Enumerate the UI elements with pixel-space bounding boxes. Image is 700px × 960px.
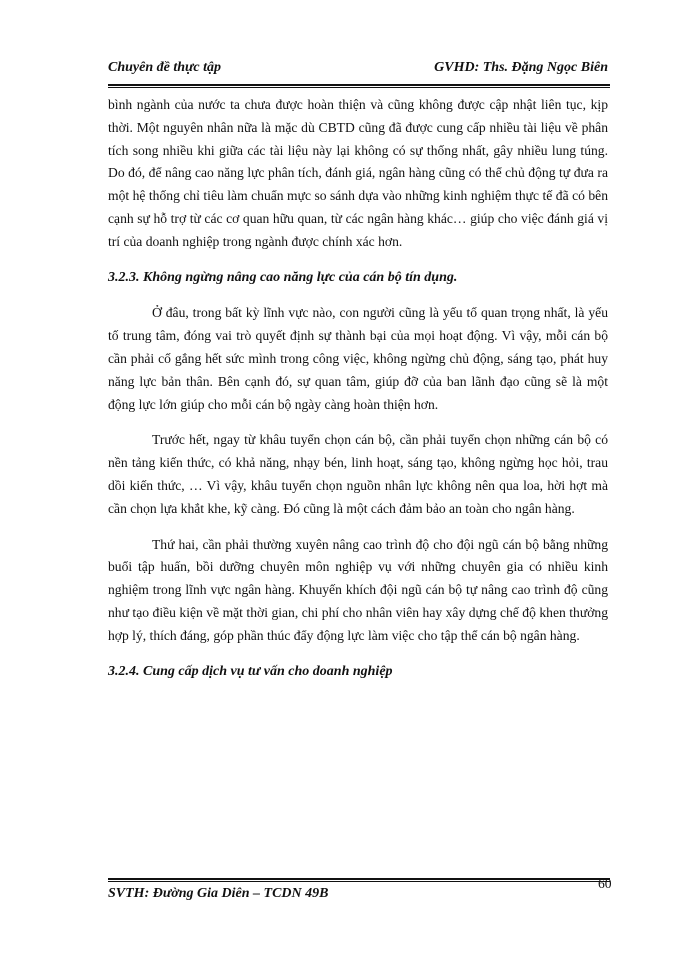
section-heading-3-2-4: 3.2.4. Cung cấp dịch vụ tư vấn cho doanh nghiệp xyxy=(108,663,393,679)
header-course-title: Chuyên đề thực tập xyxy=(108,60,222,75)
page-number: 60 xyxy=(598,876,612,891)
document-body xyxy=(108,94,608,683)
header-divider-thin xyxy=(108,87,610,88)
footer-divider xyxy=(108,878,610,880)
footer-divider-thin xyxy=(108,881,610,882)
paragraph-intro: bình ngành của nước ta chưa được hoàn thiện và cũng không được cập nhật liên tục, kịp thời. Một nguyên nhân nữa là mặc dù CBTD cũng đã được cung cấp nhiều tài liệu về phân tích song nhiều khi giữa các tài liệu này lại không có sự thống nhất, gây nhiều lung túng. Do đó, để nâng cao năng lực phân tích, đánh giá, ngân hàng cũng có thể chủ động tự đưa ra một hệ thống chỉ tiêu làm chuẩn mực so sánh dựa vào những kinh nghiệm thực tế đã có bên cạnh sự hỗ trợ từ các cơ quan hữu quan, từ các ngân hàng khác… giúp cho việc đánh giá vị trí của doanh nghiệp trong ngành được chính xác hơn. xyxy=(108,97,608,249)
page-header xyxy=(108,60,610,82)
paragraph-recruitment: Trước hết, ngay từ khâu tuyển chọn cán bộ, cần phải tuyển chọn những cán bộ có nền tảng kiến thức, có khả năng, nhạy bén, linh hoạt, sáng tạo, không ngừng học hỏi, trau dồi kiến thức, … Vì vậy, khâu tuyển chọn nguồn nhân lực không nên qua loa, hời hợt mà cần chọn lựa khắt khe, kỹ càng. Đó cũng là một cách đảm bảo an toàn cho ngân hàng. xyxy=(108,432,608,516)
footer-student: SVTH: Đường Gia Diên – TCDN 49B xyxy=(108,886,329,901)
header-supervisor: GVHD: Ths. Đặng Ngọc Biên xyxy=(434,60,608,75)
paragraph-training: Thứ hai, cần phải thường xuyên nâng cao trình độ cho đội ngũ cán bộ bằng những buổi tập huấn, bồi dưỡng chuyên môn nghiệp vụ với những chuyên gia có nhiều kinh nghiệm trong lĩnh vực ngân hàng. Khuyến khích đội ngũ cán bộ tự nâng cao trình độ cũng như tạo điều kiện về mặt thời gian, chi phí cho nhân viên hay xây dựng chế độ khen thưởng hợp lý, thích đáng, góp phần thúc đẩy động lực làm việc cho tập thể cán bộ ngân hàng. xyxy=(108,536,608,643)
header-divider xyxy=(108,84,610,86)
section-heading-3-2-3: 3.2.3. Không ngừng nâng cao năng lực của cán bộ tín dụng. xyxy=(108,269,458,285)
paragraph-people-importance: Ở đâu, trong bất kỳ lĩnh vực nào, con người cũng là yếu tố quan trọng nhất, là yếu tố trung tâm, đóng vai trò quyết định sự thành bại của mọi hoạt động. Vì vậy, mỗi cán bộ cần phải cố gắng hết sức mình trong công việc, không ngừng chủ động, sáng tạo, phát huy năng lực bản thân. Bên cạnh đó, sự quan tâm, giúp đỡ của ban lãnh đạo cũng sẽ là một động lực lớn giúp cho mỗi cán bộ ngày càng hoàn thiện hơn. xyxy=(108,305,608,412)
